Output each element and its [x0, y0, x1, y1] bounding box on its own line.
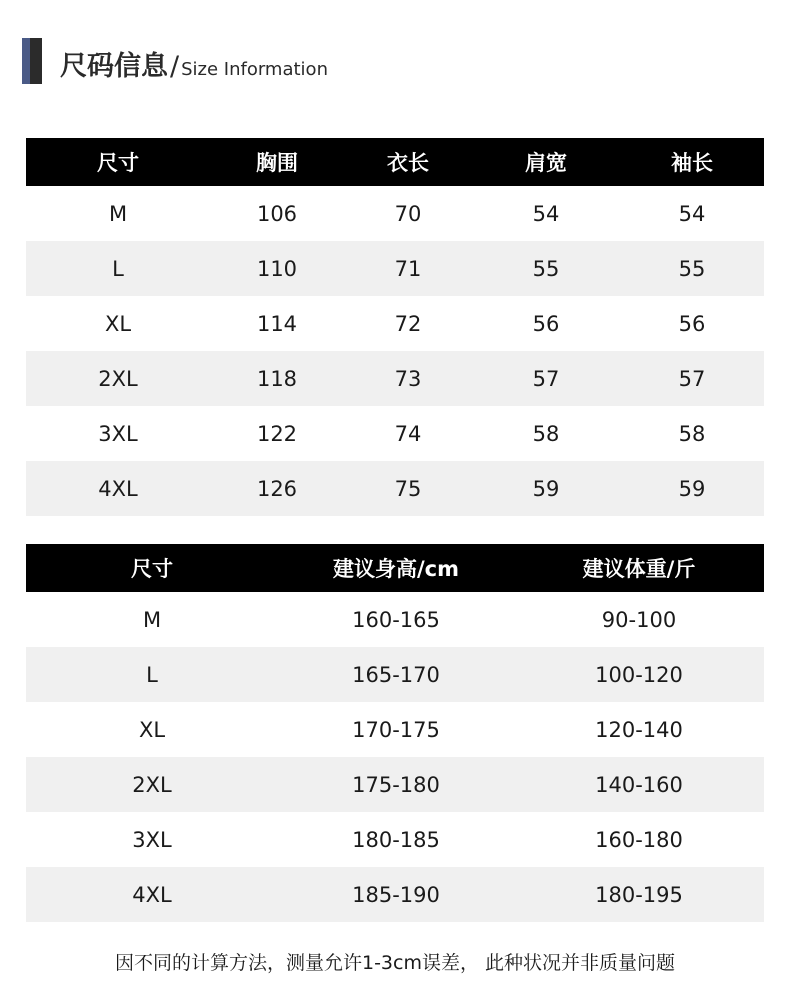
cell-height: 165-170: [278, 647, 514, 702]
cell-sleeve: 55: [620, 241, 764, 296]
cell-sleeve: 59: [620, 461, 764, 516]
cell-shoulder: 54: [472, 186, 620, 241]
cell-chest: 126: [210, 461, 344, 516]
title-english: Size Information: [181, 59, 328, 80]
disclaimer-note: 因不同的计算方法，测量允许1-3cm误差， 此种状况并非质量问题: [114, 952, 676, 974]
cell-sleeve: 58: [620, 406, 764, 461]
table-row: [26, 757, 764, 812]
cell-shoulder: 58: [472, 406, 620, 461]
header-chest: 胸围: [210, 138, 344, 186]
cell-length: 71: [344, 241, 472, 296]
cell-sleeve: 57: [620, 351, 764, 406]
title-accent-bar: [22, 38, 30, 84]
cell-height: 175-180: [278, 757, 514, 812]
cell-weight: 90-100: [514, 592, 764, 647]
header-size: 尺寸: [26, 544, 278, 592]
cell-chest: 106: [210, 186, 344, 241]
cell-size: 4XL: [26, 867, 278, 922]
cell-size: M: [26, 592, 278, 647]
header-size: 尺寸: [26, 138, 210, 186]
table-row: [26, 647, 764, 702]
cell-weight: 160-180: [514, 812, 764, 867]
cell-chest: 118: [210, 351, 344, 406]
cell-height: 180-185: [278, 812, 514, 867]
cell-height: 185-190: [278, 867, 514, 922]
table-row: [26, 867, 764, 922]
table-row: [26, 406, 764, 461]
cell-chest: 110: [210, 241, 344, 296]
cell-size: M: [26, 186, 210, 241]
cell-size: XL: [26, 296, 210, 351]
cell-size: 3XL: [26, 812, 278, 867]
cell-size: 2XL: [26, 757, 278, 812]
cell-weight: 180-195: [514, 867, 764, 922]
title-chinese: 尺码信息: [60, 51, 168, 82]
cell-chest: 122: [210, 406, 344, 461]
cell-shoulder: 57: [472, 351, 620, 406]
cell-length: 74: [344, 406, 472, 461]
header-sleeve: 袖长: [620, 138, 764, 186]
cell-chest: 114: [210, 296, 344, 351]
cell-sleeve: 56: [620, 296, 764, 351]
title-separator: /: [170, 51, 180, 82]
table-row: [26, 351, 764, 406]
page-title: [60, 44, 328, 82]
size-recommendation-table: [26, 544, 764, 922]
cell-length: 73: [344, 351, 472, 406]
header-shoulder: 肩宽: [472, 138, 620, 186]
cell-size: 4XL: [26, 461, 210, 516]
cell-size: XL: [26, 702, 278, 757]
cell-size: 3XL: [26, 406, 210, 461]
cell-height: 160-165: [278, 592, 514, 647]
cell-shoulder: 59: [472, 461, 620, 516]
table-row: [26, 296, 764, 351]
table-row: [26, 702, 764, 757]
cell-size: 2XL: [26, 351, 210, 406]
table-row: [26, 592, 764, 647]
cell-shoulder: 56: [472, 296, 620, 351]
header-height: 建议身高/cm: [278, 544, 514, 592]
cell-shoulder: 55: [472, 241, 620, 296]
table-row: [26, 186, 764, 241]
cell-weight: 140-160: [514, 757, 764, 812]
cell-weight: 120-140: [514, 702, 764, 757]
header-weight: 建议体重/斤: [514, 544, 764, 592]
table-header-row: [26, 544, 764, 592]
cell-length: 75: [344, 461, 472, 516]
table-header-row: [26, 138, 764, 186]
cell-weight: 100-120: [514, 647, 764, 702]
cell-size: L: [26, 647, 278, 702]
size-measurement-table: [26, 138, 764, 516]
table-row: [26, 241, 764, 296]
cell-height: 170-175: [278, 702, 514, 757]
cell-length: 72: [344, 296, 472, 351]
cell-length: 70: [344, 186, 472, 241]
table-row: [26, 461, 764, 516]
header-length: 衣长: [344, 138, 472, 186]
cell-size: L: [26, 241, 210, 296]
cell-sleeve: 54: [620, 186, 764, 241]
table-row: [26, 812, 764, 867]
